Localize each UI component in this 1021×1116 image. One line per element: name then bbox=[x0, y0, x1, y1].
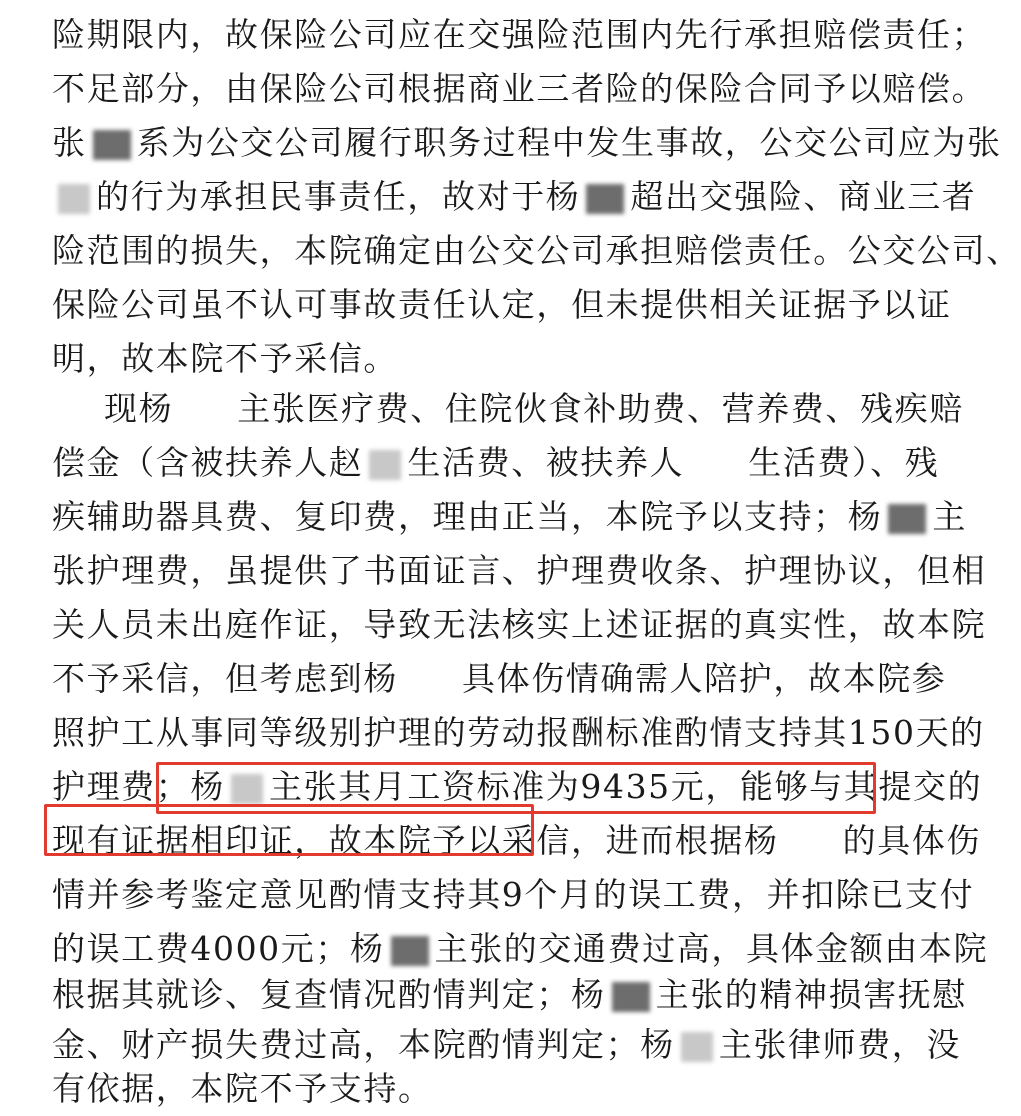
redaction-mark bbox=[179, 396, 231, 426]
text-line-14: 照护工从事同等级别护理的劳动报酬标准酌情支持其150天的 bbox=[52, 713, 985, 752]
text-line-11: 张护理费，虽提供了书面证言、护理费收条、护理协议，但相 bbox=[52, 551, 987, 590]
text-line-20: 金、财产损失费过高，本院酌情判定；杨 主张律师费，没 bbox=[52, 1025, 962, 1064]
text-line-9: 偿金（含被扶养人赵 生活费、被扶养人 生活费）、残 bbox=[52, 443, 940, 482]
redaction-mark bbox=[391, 936, 429, 966]
text-line-10: 疾辅助器具费、复印费，理由正当，本院予以支持；杨 主 bbox=[52, 497, 968, 536]
redaction-mark bbox=[404, 666, 456, 696]
text-line-16: 现有证据相印证，故本院予以采信，进而根据杨 的具体伤 bbox=[52, 821, 982, 860]
redaction-mark bbox=[785, 828, 837, 858]
text-line-18: 的误工费4000元；杨 主张的交通费过高，具体金额由本院 bbox=[52, 929, 989, 968]
redaction-mark bbox=[93, 130, 131, 160]
text-line-19: 根据其就诊、复查情况酌情判定；杨 主张的精神损害抚慰 bbox=[52, 975, 968, 1014]
redaction-mark bbox=[690, 450, 742, 480]
text-line-7: 明，故本院不予采信。 bbox=[52, 339, 398, 378]
redaction-mark bbox=[231, 774, 263, 804]
text-line-1: 险期限内，故保险公司应在交强险范围内先行承担赔偿责任； bbox=[52, 15, 987, 54]
text-line-3: 张 系为公交公司履行职务过程中发生事故，公交公司应为张 bbox=[52, 123, 1002, 162]
redaction-mark bbox=[58, 184, 90, 214]
redaction-mark bbox=[888, 504, 926, 534]
redaction-mark bbox=[586, 184, 624, 214]
redaction-mark bbox=[369, 450, 401, 480]
text-line-13: 不予采信，但考虑到杨 具体伤情确需人陪护，故本院参 bbox=[52, 659, 947, 698]
text-line-4: 的行为承担民事责任，故对于杨 超出交强险、商业三者 bbox=[52, 174, 878, 220]
text-line-6: 保险公司虽不认可事故责任认定，但未提供相关证据予以证 bbox=[52, 285, 952, 324]
text-line-5: 险范围的损失，本院确定由公交公司承担赔偿责任。公交公司、 bbox=[52, 231, 1021, 270]
text-line-2: 不足部分，由保险公司根据商业三者险的保险合同予以赔偿。 bbox=[52, 69, 987, 108]
redaction-mark bbox=[612, 982, 650, 1012]
text-line-17: 情并参考鉴定意见酌情支持其9个月的误工费，并扣除已支付 bbox=[52, 875, 975, 914]
text-line-15: 护理费；杨 主张其月工资标准为9435元，能够与其提交的 bbox=[52, 767, 983, 806]
text-line-8: 现杨 主张医疗费、住院伙食补助费、营养费、残疾赔 bbox=[104, 389, 964, 428]
redaction-mark bbox=[681, 1032, 713, 1062]
text-line-21: 有依据，本院不予支持。 bbox=[52, 1069, 433, 1108]
text-line-12: 关人员未出庭作证，导致无法核实上述证据的真实性，故本院 bbox=[52, 605, 987, 644]
